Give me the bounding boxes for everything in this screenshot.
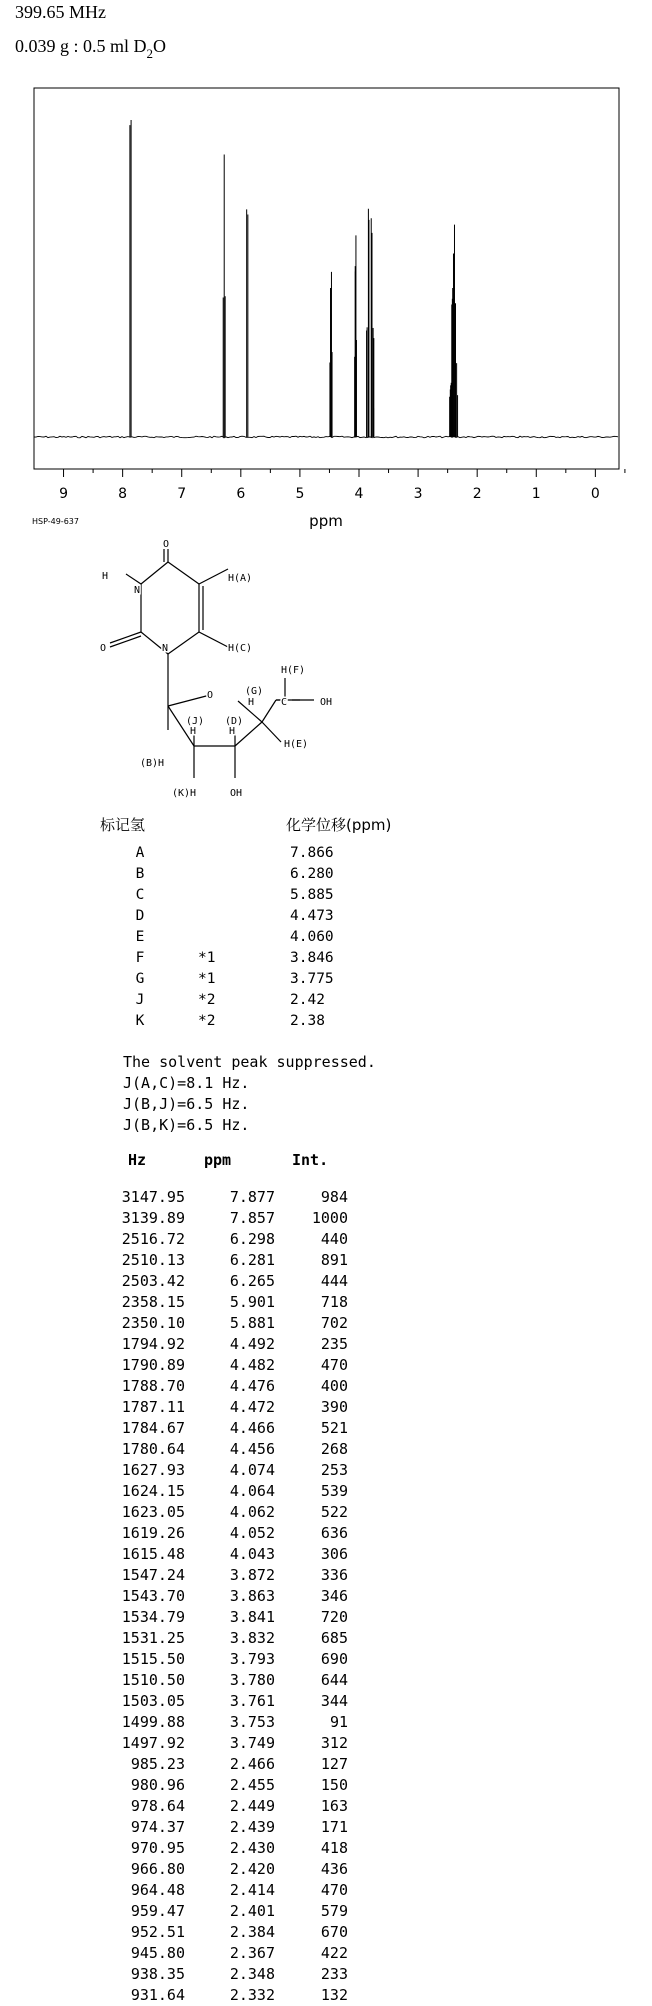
structure-atom-label: H: [190, 726, 197, 737]
peak-ppm: 3.761: [229, 1692, 275, 1710]
table-row: [0, 1943, 400, 1964]
sample-prefix: 0.039 g : 0.5 ml D: [15, 36, 147, 56]
assignment-note: *2: [198, 1013, 216, 1029]
peak-intensity: 579: [320, 1902, 348, 1920]
peak-ppm: 2.332: [229, 1986, 275, 2004]
peak-ppm: 3.753: [229, 1713, 275, 1731]
x-tick-label: 6: [236, 486, 246, 502]
assignment-header-shift: 化学位移(ppm): [286, 816, 392, 834]
table-row: [0, 1796, 400, 1817]
structure-atom-label: H(A): [228, 573, 253, 584]
structure-atom-label: C: [281, 697, 288, 708]
assignment-note: *1: [198, 950, 216, 966]
peak-intensity: 422: [320, 1944, 348, 1962]
peak-ppm: 3.872: [229, 1566, 275, 1584]
table-row: [0, 1313, 400, 1334]
peak-ppm: 3.780: [229, 1671, 275, 1689]
peak-hz: 952.51: [130, 1923, 185, 1941]
peak-hz: 3139.89: [121, 1209, 185, 1227]
peak-intensity: 400: [320, 1377, 348, 1395]
peak-hz: 1623.05: [121, 1503, 185, 1521]
peak-ppm: 5.901: [229, 1293, 275, 1311]
structure-atom-label: H(F): [281, 665, 306, 676]
peak-intensity: 268: [320, 1440, 348, 1458]
x-tick-label: 1: [531, 486, 541, 502]
structure-atom-label: O: [163, 539, 170, 550]
x-tick-label: 4: [354, 486, 364, 502]
structure-atom-label: (D): [225, 716, 244, 727]
table-row: [0, 1565, 400, 1586]
assignment-label: F: [135, 950, 145, 966]
table-row: [0, 1250, 400, 1271]
peak-intensity: 253: [320, 1461, 348, 1479]
peak-intensity: 644: [320, 1671, 348, 1689]
peak-intensity: 636: [320, 1524, 348, 1542]
peak-hz: 1531.25: [121, 1629, 185, 1647]
assignment-shift: 2.42: [290, 992, 325, 1008]
peak-intensity: 521: [320, 1419, 348, 1437]
peak-intensity: 470: [320, 1881, 348, 1899]
table-row: [0, 1271, 400, 1292]
assignment-label: D: [135, 908, 145, 924]
x-tick-label: 0: [590, 486, 600, 502]
assignment-label: J: [135, 992, 145, 1008]
table-row: [0, 1859, 400, 1880]
peak-intensity: 522: [320, 1503, 348, 1521]
structure-atom-label: (B)H: [140, 758, 165, 769]
peak-ppm: 4.062: [229, 1503, 275, 1521]
peak-hz: 1624.15: [121, 1482, 185, 1500]
peak-hz: 959.47: [130, 1902, 185, 1920]
x-tick-label: 7: [177, 486, 187, 502]
peak-ppm: 2.367: [229, 1944, 275, 1962]
peak-intensity: 171: [320, 1818, 348, 1836]
peak-ppm: 4.052: [229, 1524, 275, 1542]
table-row: [0, 1985, 400, 2006]
peak-hz: 964.48: [130, 1881, 185, 1899]
table-row: [0, 1418, 400, 1439]
table-row: [0, 1901, 400, 1922]
peak-ppm: 6.281: [229, 1251, 275, 1269]
spectrum-code: HSP-49-637: [32, 517, 79, 526]
spectrometer-frequency: 399.65 MHz: [15, 2, 106, 22]
peak-hz: 978.64: [130, 1797, 185, 1815]
assignment-shift: 3.775: [290, 971, 334, 987]
peak-intensity: 470: [320, 1356, 348, 1374]
peak-intensity: 436: [320, 1860, 348, 1878]
peak-ppm: 2.455: [229, 1776, 275, 1794]
peak-hz: 2510.13: [121, 1251, 185, 1269]
peak-intensity: 390: [320, 1398, 348, 1416]
peak-ppm: 2.439: [229, 1818, 275, 1836]
assignment-label: B: [135, 866, 145, 882]
peak-table-header-hz: Hz: [128, 1151, 147, 1169]
peak-ppm: 3.841: [229, 1608, 275, 1626]
peak-intensity: 891: [320, 1251, 348, 1269]
peak-ppm: 4.482: [229, 1356, 275, 1374]
structure-atom-label: H: [229, 726, 236, 737]
peak-hz: 1627.93: [121, 1461, 185, 1479]
assignment-shift: 3.846: [290, 950, 334, 966]
peak-hz: 1543.70: [121, 1587, 185, 1605]
peak-intensity: 702: [320, 1314, 348, 1332]
structure-atom-label: H(E): [284, 739, 309, 750]
table-row: [0, 1334, 400, 1355]
assignment-label: G: [135, 971, 145, 987]
peak-hz: 1515.50: [121, 1650, 185, 1668]
table-row: [0, 1670, 400, 1691]
peak-intensity: 1000: [311, 1209, 348, 1227]
note-line: J(A,C)=8.1 Hz.: [123, 1074, 250, 1092]
note-line: J(B,K)=6.5 Hz.: [123, 1116, 250, 1134]
peak-hz: 1615.48: [121, 1545, 185, 1563]
peak-ppm: 7.857: [229, 1209, 275, 1227]
peak-hz: 1787.11: [121, 1398, 185, 1416]
table-row: [0, 1502, 400, 1523]
peak-hz: 1510.50: [121, 1671, 185, 1689]
peak-intensity: 312: [320, 1734, 348, 1752]
table-row: [0, 1628, 400, 1649]
molecular-structure: [0, 0, 652, 810]
peak-ppm: 2.414: [229, 1881, 275, 1899]
peak-hz: 1534.79: [121, 1608, 185, 1626]
x-tick-label: 8: [118, 486, 128, 502]
assignment-label: A: [135, 845, 145, 861]
peak-ppm: 2.401: [229, 1902, 275, 1920]
table-row: [0, 1880, 400, 1901]
peak-intensity: 150: [320, 1776, 348, 1794]
peak-ppm: 3.793: [229, 1650, 275, 1668]
peak-hz: 985.23: [130, 1755, 185, 1773]
peak-table-header-int: Int.: [292, 1151, 329, 1169]
peak-ppm: 3.832: [229, 1629, 275, 1647]
peak-hz: 1788.70: [121, 1377, 185, 1395]
note-line: J(B,J)=6.5 Hz.: [123, 1095, 250, 1113]
peak-intensity: 132: [320, 1986, 348, 2004]
peak-intensity: 718: [320, 1293, 348, 1311]
peak-ppm: 4.476: [229, 1377, 275, 1395]
assignment-note: *2: [198, 992, 216, 1008]
peak-intensity: 539: [320, 1482, 348, 1500]
peak-ppm: 6.265: [229, 1272, 275, 1290]
peak-hz: 1780.64: [121, 1440, 185, 1458]
peak-intensity: 418: [320, 1839, 348, 1857]
table-row: [0, 1733, 400, 1754]
assignment-shift: 7.866: [290, 845, 334, 861]
peak-hz: 1794.92: [121, 1335, 185, 1353]
structure-atom-label: N: [134, 585, 141, 596]
peak-ppm: 4.043: [229, 1545, 275, 1563]
assignment-shift: 2.38: [290, 1013, 325, 1029]
peak-ppm: 3.863: [229, 1587, 275, 1605]
peak-hz: 2350.10: [121, 1314, 185, 1332]
peak-hz: 966.80: [130, 1860, 185, 1878]
table-row: [0, 1964, 400, 1985]
table-row: [0, 1460, 400, 1481]
peak-hz: 1790.89: [121, 1356, 185, 1374]
peak-hz: 1499.88: [121, 1713, 185, 1731]
assignment-note: *1: [198, 971, 216, 987]
x-axis-label: ppm: [309, 512, 343, 530]
peak-ppm: 4.472: [229, 1398, 275, 1416]
assignment-label: K: [135, 1013, 145, 1029]
x-tick-label: 2: [472, 486, 482, 502]
table-row: [0, 1649, 400, 1670]
peak-intensity: 444: [320, 1272, 348, 1290]
assignment-label: E: [135, 929, 145, 945]
x-tick-label: 9: [59, 486, 69, 502]
table-row: [0, 1712, 400, 1733]
structure-atom-label: OH: [320, 697, 333, 708]
peak-ppm: 2.466: [229, 1755, 275, 1773]
peak-intensity: 720: [320, 1608, 348, 1626]
peak-ppm: 2.384: [229, 1923, 275, 1941]
peak-ppm: 4.466: [229, 1419, 275, 1437]
table-row: [0, 1439, 400, 1460]
peak-ppm: 2.348: [229, 1965, 275, 1983]
sample-suffix: O: [153, 36, 167, 56]
peak-ppm: 2.420: [229, 1860, 275, 1878]
peak-hz: 980.96: [130, 1776, 185, 1794]
peak-hz: 945.80: [130, 1944, 185, 1962]
table-row: [0, 1586, 400, 1607]
peak-hz: 1547.24: [121, 1566, 185, 1584]
structure-atom-label: O: [100, 643, 107, 654]
structure-atom-label: (K)H: [172, 788, 197, 799]
peak-intensity: 346: [320, 1587, 348, 1605]
table-row: [0, 1691, 400, 1712]
table-row: [0, 1376, 400, 1397]
table-row: [0, 1481, 400, 1502]
peak-intensity: 163: [320, 1797, 348, 1815]
peak-hz: 2516.72: [121, 1230, 185, 1248]
peak-hz: 2358.15: [121, 1293, 185, 1311]
peak-ppm: 4.492: [229, 1335, 275, 1353]
peak-ppm: 4.456: [229, 1440, 275, 1458]
peak-ppm: 2.449: [229, 1797, 275, 1815]
structure-atom-label: O: [207, 690, 214, 701]
structure-atom-label: N: [162, 643, 169, 654]
peak-ppm: 4.064: [229, 1482, 275, 1500]
peak-intensity: 690: [320, 1650, 348, 1668]
table-row: [0, 1397, 400, 1418]
structure-atom-label: (J): [186, 716, 205, 727]
peak-hz: 974.37: [130, 1818, 185, 1836]
x-tick-label: 5: [295, 486, 305, 502]
table-row: [0, 1817, 400, 1838]
peak-intensity: 670: [320, 1923, 348, 1941]
peak-ppm: 4.074: [229, 1461, 275, 1479]
assignment-shift: 4.473: [290, 908, 334, 924]
table-row: [0, 1544, 400, 1565]
peak-intensity: 306: [320, 1545, 348, 1563]
structure-atom-label: H: [248, 697, 255, 708]
peak-hz: 931.64: [130, 1986, 185, 2004]
peak-hz: 1503.05: [121, 1692, 185, 1710]
table-row: [0, 1208, 400, 1229]
peak-intensity: 91: [329, 1713, 348, 1731]
peak-intensity: 235: [320, 1335, 348, 1353]
table-row: [0, 1523, 400, 1544]
table-row: [0, 1754, 400, 1775]
table-row: [0, 1229, 400, 1250]
table-row: [0, 1838, 400, 1859]
assignment-header-label: 标记氢: [100, 816, 146, 834]
peak-hz: 3147.95: [121, 1188, 185, 1206]
table-row: [0, 1187, 400, 1208]
peak-ppm: 6.298: [229, 1230, 275, 1248]
peak-intensity: 440: [320, 1230, 348, 1248]
assignment-shift: 6.280: [290, 866, 334, 882]
peak-ppm: 7.877: [229, 1188, 275, 1206]
peak-hz: 1497.92: [121, 1734, 185, 1752]
structure-atom-label: H: [102, 571, 109, 582]
peak-intensity: 127: [320, 1755, 348, 1773]
peak-hz: 970.95: [130, 1839, 185, 1857]
structure-atom-label: H(C): [228, 643, 253, 654]
structure-atom-label: (G): [245, 686, 264, 697]
structure-labels: [100, 539, 332, 799]
peak-hz: 1784.67: [121, 1419, 185, 1437]
note-line: The solvent peak suppressed.: [123, 1053, 376, 1071]
structure-atom-label: OH: [230, 788, 243, 799]
peak-hz: 2503.42: [121, 1272, 185, 1290]
table-row: [0, 1355, 400, 1376]
peak-intensity: 685: [320, 1629, 348, 1647]
peak-intensity: 984: [320, 1188, 348, 1206]
table-row: [0, 1775, 400, 1796]
assignment-shift: 4.060: [290, 929, 334, 945]
peak-ppm: 3.749: [229, 1734, 275, 1752]
peak-table-header-ppm: ppm: [204, 1151, 232, 1169]
table-row: [0, 1922, 400, 1943]
peak-ppm: 5.881: [229, 1314, 275, 1332]
sample-subscript: 2: [146, 46, 154, 61]
peak-intensity: 233: [320, 1965, 348, 1983]
assignment-label: C: [135, 887, 145, 903]
x-tick-label: 3: [413, 486, 423, 502]
peak-intensity: 344: [320, 1692, 348, 1710]
peak-hz: 1619.26: [121, 1524, 185, 1542]
peak-ppm: 2.430: [229, 1839, 275, 1857]
peak-intensity: 336: [320, 1566, 348, 1584]
table-row: [0, 1607, 400, 1628]
table-row: [0, 1292, 400, 1313]
peak-hz: 938.35: [130, 1965, 185, 1983]
assignment-shift: 5.885: [290, 887, 334, 903]
